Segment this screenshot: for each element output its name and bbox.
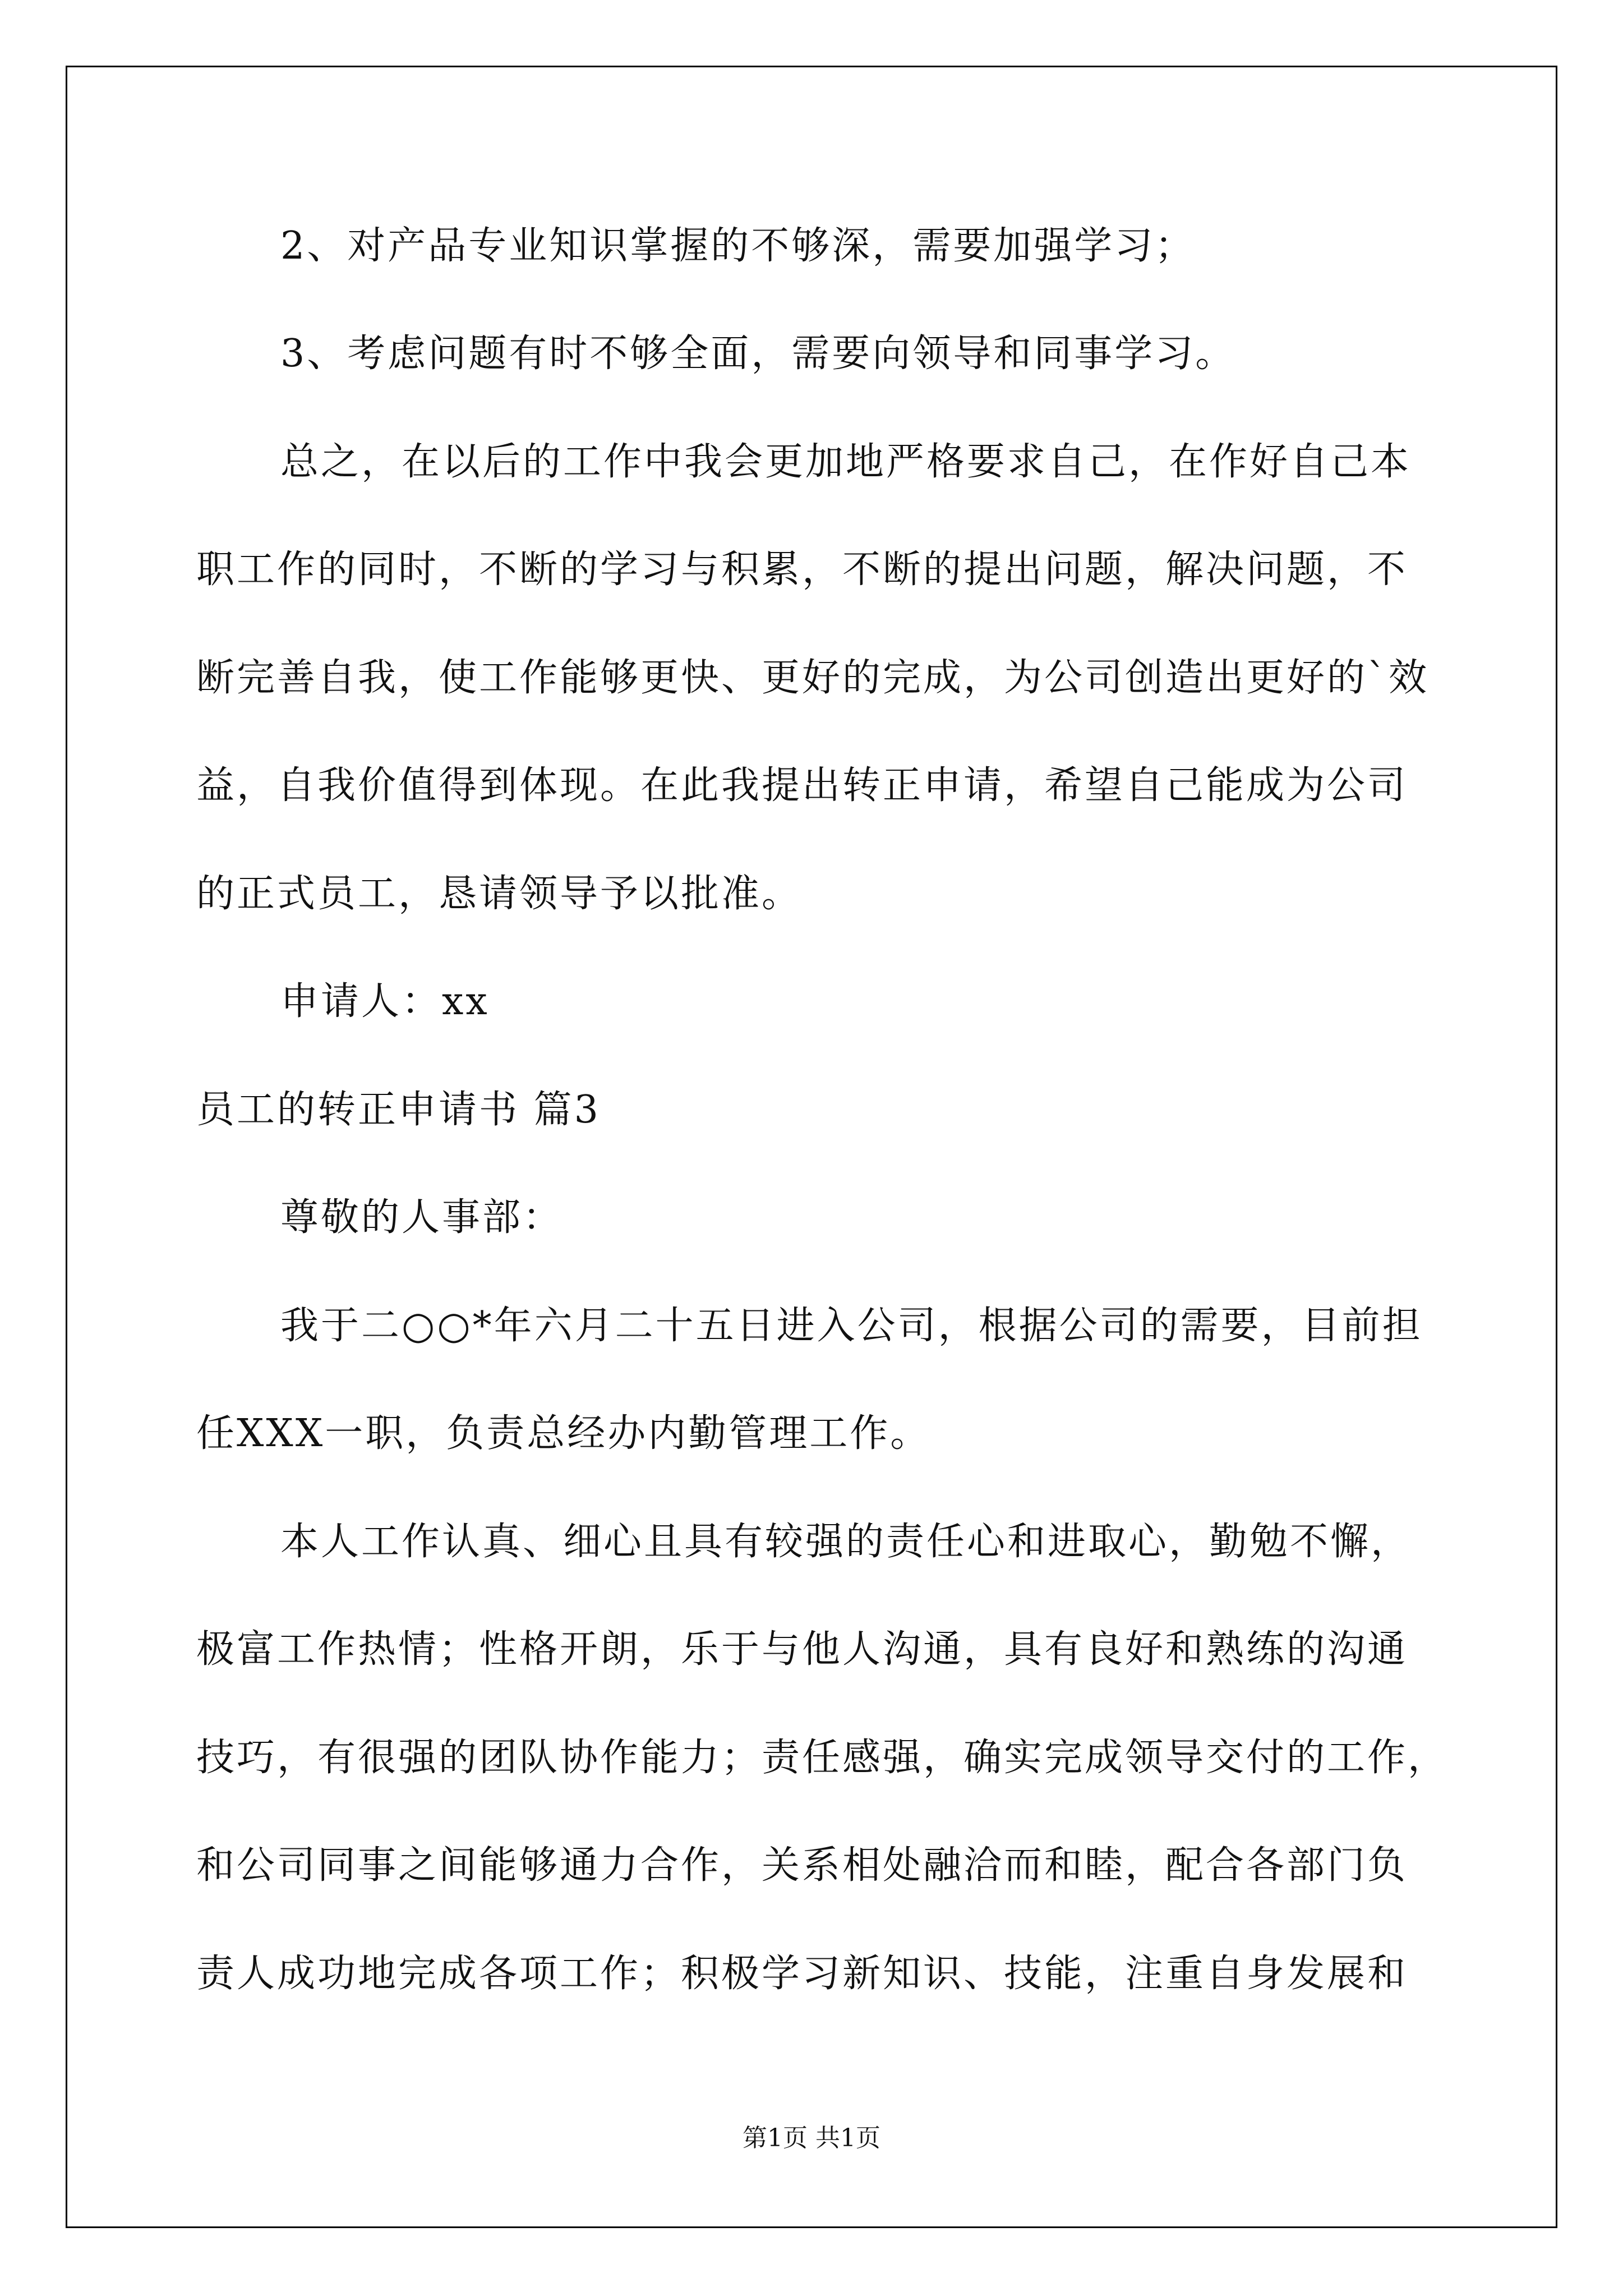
section-heading: 员工的转正申请书 篇3 <box>196 1088 601 1132</box>
paragraph-line: 的正式员工，恳请领导予以批准。 <box>196 872 803 916</box>
paragraph-line: 技巧，有很强的团队协作能力；责任感强，确实完成领导交付的工作， <box>196 1736 1449 1780</box>
paragraph-line: 3、考虑问题有时不够全面，需要向领导和同事学习。 <box>280 332 1236 376</box>
page-footer: 第1页 共1页 <box>743 2124 880 2152</box>
signature-line: 申请人：xx <box>280 979 490 1024</box>
paragraph-line: 极富工作热情；性格开朗，乐于与他人沟通，具有良好和熟练的沟通 <box>196 1627 1408 1672</box>
paragraph-line: 总之，在以后的工作中我会更加地严格要求自己，在作好自己本 <box>280 440 1412 484</box>
page-border <box>66 66 1557 2228</box>
paragraph-line: 职工作的同时，不断的学习与积累，不断的提出问题，解决问题，不 <box>196 547 1408 592</box>
paragraph-line: 断完善自我，使工作能够更快、更好的完成，为公司创造出更好的`效 <box>196 656 1430 700</box>
paragraph-line: 和公司同事之间能够通力合作，关系相处融洽而和睦，配合各部门负 <box>196 1843 1408 1888</box>
paragraph-line: 责人成功地完成各项工作；积极学习新知识、技能，注重自身发展和 <box>196 1952 1408 1996</box>
paragraph-line: 我于二○○*年六月二十五日进入公司，根据公司的需要，目前担 <box>280 1304 1423 1348</box>
paragraph-line: 本人工作认真、细心且具有较强的责任心和进取心，勤勉不懈， <box>280 1520 1412 1564</box>
paragraph-line: 任XXX一职，负责总经办内勤管理工作。 <box>196 1411 931 1456</box>
salutation: 尊敬的人事部： <box>280 1195 564 1240</box>
paragraph-line: 益，自我价值得到体现。在此我提出转正申请，希望自己能成为公司 <box>196 763 1408 808</box>
paragraph-line: 2、对产品专业知识掌握的不够深，需要加强学习； <box>280 224 1196 268</box>
